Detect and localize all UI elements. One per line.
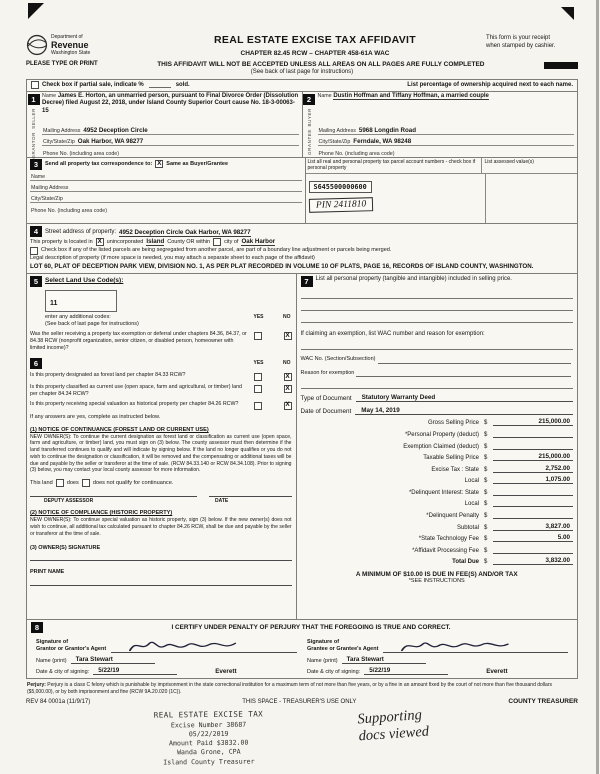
buyer-name-label: Name bbox=[317, 92, 332, 99]
document-type-label: Type of Document bbox=[300, 394, 352, 402]
same-as-buyer-label: Same as Buyer/Grantee bbox=[166, 160, 229, 167]
redaction-mark bbox=[544, 62, 578, 69]
partial-sale-row bbox=[27, 80, 577, 92]
receipt-note-line1: This form is your receipt bbox=[486, 35, 551, 41]
wac-number-row bbox=[301, 356, 574, 363]
minimum-due-note: A MINIMUM OF $10.00 IS DUE IN FEE(S) AND/OR TAX bbox=[355, 571, 518, 579]
correspondence-header bbox=[30, 159, 302, 170]
section-4-number: 4 bbox=[30, 226, 42, 237]
correspondence-mailing-label: Mailing Address bbox=[31, 184, 69, 191]
seller-name-field bbox=[42, 93, 299, 124]
buyer-phone-label: Phone No. (including area code) bbox=[318, 150, 395, 157]
gross-selling-price-label: Gross Selling Price bbox=[427, 420, 479, 427]
grantee-sig-label-line2: Grantee or Grantee's Agent bbox=[307, 646, 379, 653]
header bbox=[26, 34, 578, 58]
seller-section bbox=[27, 92, 302, 157]
forest-land-question: Is this property designated as forest land per chapter 84.33 RCW? bbox=[30, 371, 186, 378]
perjury-label: Perjury: bbox=[27, 681, 46, 688]
partial-sale-label: Check box if partial sale, indicate % bbox=[42, 81, 144, 88]
grantor-date-city bbox=[31, 667, 302, 675]
receipt-note-line2: when stamped by cashier. bbox=[486, 43, 556, 50]
title-block bbox=[144, 34, 486, 58]
money-row-delinquent-interest-state bbox=[301, 488, 574, 496]
correspondence-csz-field bbox=[30, 192, 302, 203]
perjury-statement bbox=[26, 682, 578, 696]
delinquent-penalty-value bbox=[493, 511, 573, 519]
section-4 bbox=[27, 224, 577, 274]
excise-local-label: Local bbox=[464, 478, 479, 485]
no-label-s6: NO bbox=[283, 360, 291, 367]
street-address-value: 4952 Deception Circle Oak Harbor, WA 98277 bbox=[119, 228, 251, 236]
money-row-technology-fee bbox=[301, 534, 574, 542]
dollar-sign: $ bbox=[484, 420, 488, 427]
print-name-label: PRINT NAME bbox=[30, 569, 65, 576]
section-3-number: 3 bbox=[30, 159, 42, 170]
property-location-line bbox=[30, 238, 573, 246]
send-correspondence-label: Send all property tax correspondence to: bbox=[45, 160, 153, 167]
money-row-excise-local bbox=[301, 476, 574, 484]
money-row-total-due bbox=[301, 557, 574, 565]
additional-codes-row bbox=[30, 314, 292, 328]
stamp-excise-number: Excise Number 38687 bbox=[170, 719, 247, 729]
signature-row bbox=[31, 637, 573, 653]
historic-question-row bbox=[30, 401, 292, 410]
ownership-note: List percentage of ownership acquired next to each name. bbox=[407, 81, 573, 88]
total-due-label: Total Due bbox=[452, 559, 479, 566]
grantee-signature-line bbox=[383, 637, 568, 653]
tax-correspondence-block bbox=[27, 158, 306, 223]
seller-phone-label: Phone No. (including area code) bbox=[43, 150, 119, 157]
see-back-note: (See back of last page for instructions) bbox=[250, 69, 354, 76]
grantee-name-print-label: Name (print) bbox=[307, 657, 338, 664]
affidavit-processing-fee-label: *Affidavit Processing Fee bbox=[412, 547, 479, 554]
segregated-note: Check box if any of the listed parcels are being segregated from another parcel, are part of a boundary line adjustment or parcels being merged. bbox=[41, 246, 392, 253]
state-technology-fee-value: 5.00 bbox=[493, 534, 573, 542]
dollar-sign: $ bbox=[484, 524, 488, 531]
grantor-sig-label-line1: Signature of bbox=[36, 639, 69, 646]
correspondence-csz-label: City/State/Zip bbox=[31, 195, 63, 202]
buyer-csz-label: City/State/Zip bbox=[318, 138, 351, 145]
dollar-sign: $ bbox=[484, 547, 488, 554]
county-or-label: County OR within bbox=[167, 238, 211, 245]
delinquent-interest-state-value bbox=[493, 488, 573, 496]
dollar-sign: $ bbox=[484, 513, 488, 520]
buyer-side-label: BUYER bbox=[306, 107, 312, 127]
current-use-question: Is this property classified as current use (open space, farm and agricultural, or timber) land per chapter 84.34 RCW? bbox=[30, 383, 242, 397]
reason-exemption-label: Reason for exemption bbox=[300, 369, 355, 376]
grantor-signature-line bbox=[111, 637, 297, 653]
document-date-label: Date of Document bbox=[300, 407, 352, 415]
parcel-table-header bbox=[306, 158, 578, 174]
dollar-sign: $ bbox=[484, 559, 488, 566]
form-title: REAL ESTATE EXCISE TAX AFFIDAVIT bbox=[214, 34, 416, 46]
section-5-number: 5 bbox=[30, 276, 42, 287]
buyer-phone-field bbox=[318, 146, 575, 157]
stamp-treasurer-name: Wanda Grone, CPA bbox=[177, 747, 241, 757]
street-address-label: Street address of property: bbox=[45, 229, 117, 236]
affidavit-processing-fee-value bbox=[493, 546, 573, 554]
personal-property-deduct-value bbox=[493, 430, 573, 438]
grantor-signature-block bbox=[31, 637, 302, 653]
grantee-print-name bbox=[302, 656, 573, 664]
deputy-assessor-row bbox=[30, 496, 292, 504]
grantor-date-value: 5/22/19 bbox=[93, 667, 177, 675]
notice-compliance-title: (2) NOTICE OF COMPLIANCE (HISTORIC PROPERTY) bbox=[30, 510, 173, 517]
correspondence-mailing-field bbox=[30, 181, 302, 192]
excise-local-value: 1,075.00 bbox=[493, 476, 573, 484]
dollar-sign: $ bbox=[484, 443, 488, 450]
segregated-line bbox=[30, 247, 573, 255]
deferral-question-row bbox=[30, 331, 292, 352]
seller-mailing-value: 4952 Deception Circle bbox=[83, 126, 148, 134]
handwritten-note-line1: Supporting bbox=[356, 706, 423, 728]
deferral-question: Was the seller receiving a property tax exemption or deferral under chapters 84.36, 84.37, or 84.38 RCW (nonprofit organization, senior citizen, or disabled person, homeowner with limited income)? bbox=[30, 331, 247, 351]
chapter-line: CHAPTER 82.45 RCW – CHAPTER 458-61A WAC bbox=[240, 50, 390, 57]
same-as-buyer-checkbox: X bbox=[157, 160, 162, 167]
rev-number: REV 84 0001a (11/9/17) bbox=[26, 698, 91, 705]
exemption-claim-label: If claiming an exemption, list WAC number and reason for exemption: bbox=[300, 330, 485, 337]
form-body bbox=[26, 79, 578, 679]
personal-property-line-2 bbox=[301, 299, 574, 311]
street-address-line bbox=[30, 226, 573, 237]
money-row-delinquent-penalty bbox=[301, 511, 574, 519]
grantor-side-label: GRANTOR bbox=[31, 131, 36, 159]
money-row-personal-property bbox=[301, 430, 574, 438]
grantee-date-city bbox=[302, 667, 573, 675]
see-back-instructions: (See back of last page for instructions) bbox=[45, 321, 139, 328]
deferral-no-checkbox: X bbox=[285, 331, 290, 339]
notice-continuance-body: NEW OWNER(S): To continue the current designation as forest land or classification as current use (open space, farm and agriculture, or timber) land, you must sign on (3) below. The county assessor must then determine if the land transferred continues to qualify and will indicate by signing below. If the land no longer qualifies or you do not wish to continue the designation or classification, it will be removed and the compensating or additional taxes will be due and payable by the seller or transferor at the time of sale. (RCW 84.33.140 or RCW 84.34.108). Prior to signing (3) below, you may contact your local county assessor for more information. bbox=[30, 433, 292, 474]
warning-text: THIS AFFIDAVIT WILL NOT BE ACCEPTED UNLESS ALL AREAS ON ALL PAGES ARE FULLY COMPLETED bbox=[157, 61, 485, 69]
treasurer-space-label: THIS SPACE - TREASURER'S USE ONLY bbox=[242, 698, 357, 705]
land-use-title: Select Land Use Code(s): bbox=[45, 277, 124, 285]
treasurer-stamp-area bbox=[26, 706, 578, 767]
document-type-value: Statutory Warranty Deed bbox=[356, 394, 573, 402]
exemption-claimed-value bbox=[493, 442, 573, 450]
grantor-date-label: Date & city of signing: bbox=[36, 668, 90, 675]
delinquent-interest-local-label: Local bbox=[464, 501, 479, 508]
grantor-signature-label bbox=[36, 639, 106, 653]
pin-handwritten-note: PIN 2411810 bbox=[308, 197, 373, 213]
deferral-answer-boxes bbox=[254, 331, 292, 352]
dollar-sign: $ bbox=[484, 466, 488, 473]
exemption-claimed-label: Exemption Claimed (deduct) bbox=[403, 443, 479, 450]
partial-sale-sold-label: sold. bbox=[175, 81, 190, 88]
forest-yes-checkbox bbox=[254, 373, 262, 381]
grantee-signature-block bbox=[302, 637, 573, 653]
wac-number-line bbox=[378, 358, 572, 364]
legal-description-value: LOT 60, PLAT OF DECEPTION PARK VIEW, DIVISION NO. 1, AS PER PLAT RECORDED IN VOLUME 10 OF PLATS, PAGE 16, RECORDS OF ISLAND COUNTY, WASHINGTON. bbox=[30, 262, 534, 270]
document-date-value: May 14, 2019 bbox=[355, 407, 573, 415]
grantee-city-value: Everett bbox=[486, 667, 508, 675]
parcel-number-value: S645500000600 bbox=[309, 181, 372, 193]
forest-land-question-row bbox=[30, 372, 292, 381]
state-technology-fee-label: *State Technology Fee bbox=[418, 536, 479, 543]
personal-property-line-1 bbox=[301, 287, 574, 299]
total-due-value: 3,832.00 bbox=[493, 557, 573, 565]
delinquent-interest-local-value bbox=[493, 499, 573, 507]
section-1-number: 1 bbox=[28, 94, 40, 105]
grantee-sig-label-line1: Signature of bbox=[307, 639, 340, 646]
correspondence-name-label: Name bbox=[31, 173, 46, 180]
grantee-side-label: GRANTEE bbox=[306, 129, 312, 156]
buyer-rail bbox=[303, 92, 316, 157]
grantee-date-label: Date & city of signing: bbox=[307, 668, 361, 675]
correspondence-name-field bbox=[30, 170, 302, 181]
section-7-number: 7 bbox=[301, 276, 313, 287]
assessed-values-cell bbox=[486, 174, 577, 223]
right-column bbox=[297, 274, 578, 619]
land-use-code-box bbox=[45, 290, 117, 312]
date-city-row bbox=[31, 667, 573, 675]
segregated-checkbox bbox=[30, 247, 38, 255]
notice-continuance-title: (1) NOTICE OF CONTINUANCE (FOREST LAND OR CURRENT USE) bbox=[30, 426, 209, 433]
stamp-treasurer-title: Island County Treasurer bbox=[163, 756, 255, 766]
money-row-delinquent-interest-local bbox=[301, 499, 574, 507]
land-use-code-value: 11 bbox=[50, 299, 58, 307]
logo-revenue: Revenue bbox=[51, 39, 89, 50]
grantee-date-value: 5/22/19 bbox=[364, 667, 448, 675]
assessed-values-header: List assessed value(s) bbox=[484, 158, 534, 165]
forest-land-answer-boxes bbox=[254, 372, 292, 381]
delinquent-interest-state-label: *Delinquent Interest: State bbox=[408, 489, 479, 496]
deferral-yes-checkbox bbox=[254, 332, 262, 340]
grantee-signature bbox=[398, 637, 527, 655]
current-use-no-checkbox: X bbox=[285, 384, 290, 392]
dollar-sign: $ bbox=[484, 536, 488, 543]
city-value: Oak Harbor bbox=[241, 237, 276, 245]
no-label-s5: NO bbox=[283, 313, 291, 320]
grantor-name-print-label: Name (print) bbox=[36, 657, 67, 664]
current-use-question-row bbox=[30, 384, 292, 398]
seller-mailing-label: Mailing Address bbox=[43, 127, 81, 134]
yes-label-s6: YES bbox=[253, 360, 264, 367]
dollar-sign: $ bbox=[484, 501, 488, 508]
grantor-sig-label-line2: Grantor or Grantor's Agent bbox=[36, 646, 107, 653]
buyer-section bbox=[302, 92, 578, 157]
logo-washington-state: Washington State bbox=[51, 49, 91, 56]
unincorporated-label: unincorporated bbox=[106, 238, 144, 245]
parcel-block bbox=[306, 158, 578, 223]
parcel-numbers-header: List all real and personal property tax parcel account numbers - check box if personal property bbox=[306, 158, 483, 173]
scan-edge-shadow bbox=[596, 0, 599, 774]
additional-codes-label: enter any additional codes: bbox=[45, 313, 111, 320]
certification-row bbox=[31, 622, 573, 633]
personal-property-header bbox=[301, 276, 574, 287]
seller-name-label: Name bbox=[42, 92, 57, 99]
excise-tax-stamp bbox=[154, 709, 264, 767]
wac-number-label: WAC No. (Section/Subsection) bbox=[300, 356, 376, 363]
personal-property-title: List all personal property (tangible and intangible) included in selling price. bbox=[315, 275, 512, 282]
warning-row bbox=[26, 61, 578, 69]
excise-state-label: Excise Tax : State bbox=[431, 466, 479, 473]
seller-csz-field bbox=[42, 135, 299, 146]
handwritten-note bbox=[357, 706, 430, 744]
subtotal-label: Subtotal bbox=[456, 524, 479, 531]
middle-columns bbox=[27, 274, 577, 620]
receipt-note bbox=[486, 34, 578, 50]
stamp-amount-paid: Amount Paid $3832.00 bbox=[168, 738, 249, 748]
partial-sale-percent-line bbox=[149, 82, 171, 88]
grantor-print-name bbox=[31, 656, 302, 664]
document-date-row bbox=[301, 407, 574, 415]
county-treasurer-label: COUNTY TREASURER bbox=[508, 698, 578, 706]
dor-logo-icon bbox=[26, 34, 48, 56]
owners-signature-line bbox=[30, 552, 292, 561]
does-qualify-checkbox bbox=[56, 479, 64, 487]
deputy-date-line: DATE bbox=[209, 496, 292, 504]
dollar-sign: $ bbox=[484, 455, 488, 462]
money-row-processing-fee bbox=[301, 546, 574, 554]
document-type-row bbox=[301, 394, 574, 402]
reason-exemption-row bbox=[301, 370, 574, 377]
dollar-sign: $ bbox=[484, 431, 488, 438]
taxable-selling-price-label: Taxable Selling Price bbox=[423, 455, 479, 462]
personal-property-deduct-label: *Personal Property (deduct) bbox=[404, 431, 479, 438]
grantee-signature-label bbox=[307, 639, 378, 653]
stamp-title: REAL ESTATE EXCISE TAX bbox=[153, 709, 264, 720]
partial-sale-checkbox bbox=[31, 81, 39, 89]
parties-row bbox=[27, 92, 577, 158]
if-yes-note: If any answers are yes, complete as instructed below. bbox=[30, 413, 161, 420]
deputy-assessor-sign-line: DEPUTY ASSESSOR bbox=[30, 496, 197, 504]
taxable-selling-price-value: 215,000.00 bbox=[493, 453, 573, 461]
does-not-label: does not qualify for continuance. bbox=[92, 480, 174, 487]
yes-no-header-s5 bbox=[254, 314, 292, 328]
exemption-blank-line bbox=[301, 338, 574, 350]
perjury-text: Perjury is a class C felony which is punishable by imprisonment in the state correctional institution for a maximum term of not more than five years, or by a fine in an amount fixed by the court of not more than five thousand dollars ($5,000.00), or by both imprisonment and fine (RCW 9A.20.020 (1C)). bbox=[27, 681, 552, 695]
print-name-line bbox=[30, 577, 292, 586]
buyer-mailing-label: Mailing Address bbox=[318, 127, 356, 134]
seller-csz-value: Oak Harbor, WA 98277 bbox=[77, 137, 144, 145]
stamp-date: 05/22/2019 bbox=[188, 729, 229, 738]
money-row-gross bbox=[301, 418, 574, 426]
dollar-sign: $ bbox=[484, 478, 488, 485]
historic-no-checkbox: X bbox=[285, 401, 290, 409]
certification-text: I CERTIFY UNDER PENALTY OF PERJURY THAT THE FOREGOING IS TRUE AND CORRECT. bbox=[171, 623, 451, 631]
city-checkbox bbox=[213, 238, 221, 246]
unincorporated-checkbox: X bbox=[97, 237, 102, 245]
located-prefix: This property is located in bbox=[30, 238, 93, 245]
seller-csz-label: City/State/Zip bbox=[43, 138, 75, 145]
does-not-qualify-checkbox bbox=[82, 479, 90, 487]
section-6-number: 6 bbox=[30, 358, 42, 369]
dor-logo bbox=[26, 34, 144, 56]
section-8 bbox=[27, 620, 577, 678]
grantor-signature bbox=[126, 637, 256, 655]
historic-yes-checkbox bbox=[254, 402, 262, 410]
money-row-subtotal bbox=[301, 523, 574, 531]
personal-property-line-3 bbox=[301, 311, 574, 323]
does-label: does bbox=[66, 480, 79, 487]
city-of-label: city of bbox=[224, 238, 239, 245]
this-land-label: This land bbox=[30, 480, 53, 487]
section-2-number: 2 bbox=[303, 94, 315, 105]
gross-selling-price-value: 215,000.00 bbox=[493, 418, 573, 426]
correspondence-phone-field bbox=[30, 203, 302, 214]
buyer-name-value: Dustin Hoffman and Tiffany Hoffman, a married couple bbox=[333, 92, 489, 99]
grantor-name-print-value: Tara Stewart bbox=[71, 656, 155, 664]
forest-no-checkbox: X bbox=[285, 372, 290, 380]
grantee-name-print-value: Tara Stewart bbox=[342, 656, 426, 664]
correspondence-phone-label: Phone No. (including area code) bbox=[31, 207, 107, 214]
continuance-qualify-line bbox=[30, 479, 292, 487]
historic-answer-boxes bbox=[254, 401, 292, 410]
dor-logo-text bbox=[51, 34, 90, 56]
current-use-answer-boxes bbox=[254, 384, 292, 398]
corner-fold-mark-right bbox=[561, 7, 574, 20]
section-3 bbox=[27, 158, 577, 224]
owners-signature-label: (3) OWNER(S) SIGNATURE bbox=[30, 545, 101, 552]
buyer-csz-value: Ferndale, WA 98248 bbox=[353, 137, 412, 145]
dollar-sign: $ bbox=[484, 489, 488, 496]
reason-blank-line bbox=[301, 377, 574, 389]
parcel-numbers-cell bbox=[306, 174, 486, 223]
seller-phone-field bbox=[42, 146, 299, 157]
logo-department-of: Department of bbox=[51, 34, 83, 40]
parcel-table-body bbox=[306, 174, 578, 223]
yes-no-header-s6 bbox=[254, 360, 292, 366]
seller-mailing-field bbox=[42, 124, 299, 135]
print-name-row bbox=[31, 656, 573, 664]
please-type-label: PLEASE TYPE OR PRINT bbox=[26, 61, 98, 68]
left-column bbox=[27, 274, 297, 619]
notice-compliance-body: NEW OWNER(S): To continue special valuation as historic property, sign (3) below. If the new owner(s) does not wish to continue, all additional tax calculated pursuant to chapter 84.26 RCW, shall be due and payable by the seller or transferor at the time of sale. bbox=[30, 517, 292, 537]
section-8-number: 8 bbox=[31, 622, 43, 633]
see-instructions-note: *SEE INSTRUCTIONS bbox=[408, 578, 465, 585]
buyer-name-field bbox=[318, 93, 575, 124]
buyer-mailing-value: 5968 Longdin Road bbox=[358, 126, 416, 134]
corner-fold-mark-left bbox=[28, 3, 44, 19]
footer-row bbox=[26, 698, 578, 706]
subtotal-value: 3,827.00 bbox=[493, 523, 573, 531]
legal-description-label: Legal description of property (if more space is needed, you may attach a separate sheet to each page of the affidavit) bbox=[30, 254, 315, 261]
section-6-header bbox=[30, 358, 292, 369]
money-row-exemption-claimed bbox=[301, 442, 574, 450]
money-row-excise-state bbox=[301, 465, 574, 473]
delinquent-penalty-label: *Delinquent Penalty bbox=[426, 513, 479, 520]
excise-state-value: 2,752.00 bbox=[493, 465, 573, 473]
handwritten-note-line2: docs viewed bbox=[358, 722, 430, 744]
current-use-yes-checkbox bbox=[254, 385, 262, 393]
buyer-csz-field bbox=[318, 135, 575, 146]
seller-rail bbox=[27, 92, 40, 157]
money-row-taxable bbox=[301, 453, 574, 461]
seller-side-label: SELLER bbox=[31, 107, 36, 129]
additional-codes-labels bbox=[30, 314, 139, 328]
historic-question: Is this property receiving special valuation as historical property per chapter 84.26 RCW? bbox=[30, 400, 239, 407]
land-use-header bbox=[30, 276, 292, 287]
grantor-city-value: Everett bbox=[215, 667, 237, 675]
county-value: Island bbox=[146, 237, 165, 245]
seller-name-value: James E. Horton, an unmarried person, pursuant to Final Divorce Order (Dissolution Decree) filed August 22, 2018, under Island County Superior Court cause No. 18-3-00063-15 bbox=[42, 92, 299, 114]
buyer-mailing-field bbox=[318, 124, 575, 135]
yes-label-s5: YES bbox=[253, 313, 264, 320]
